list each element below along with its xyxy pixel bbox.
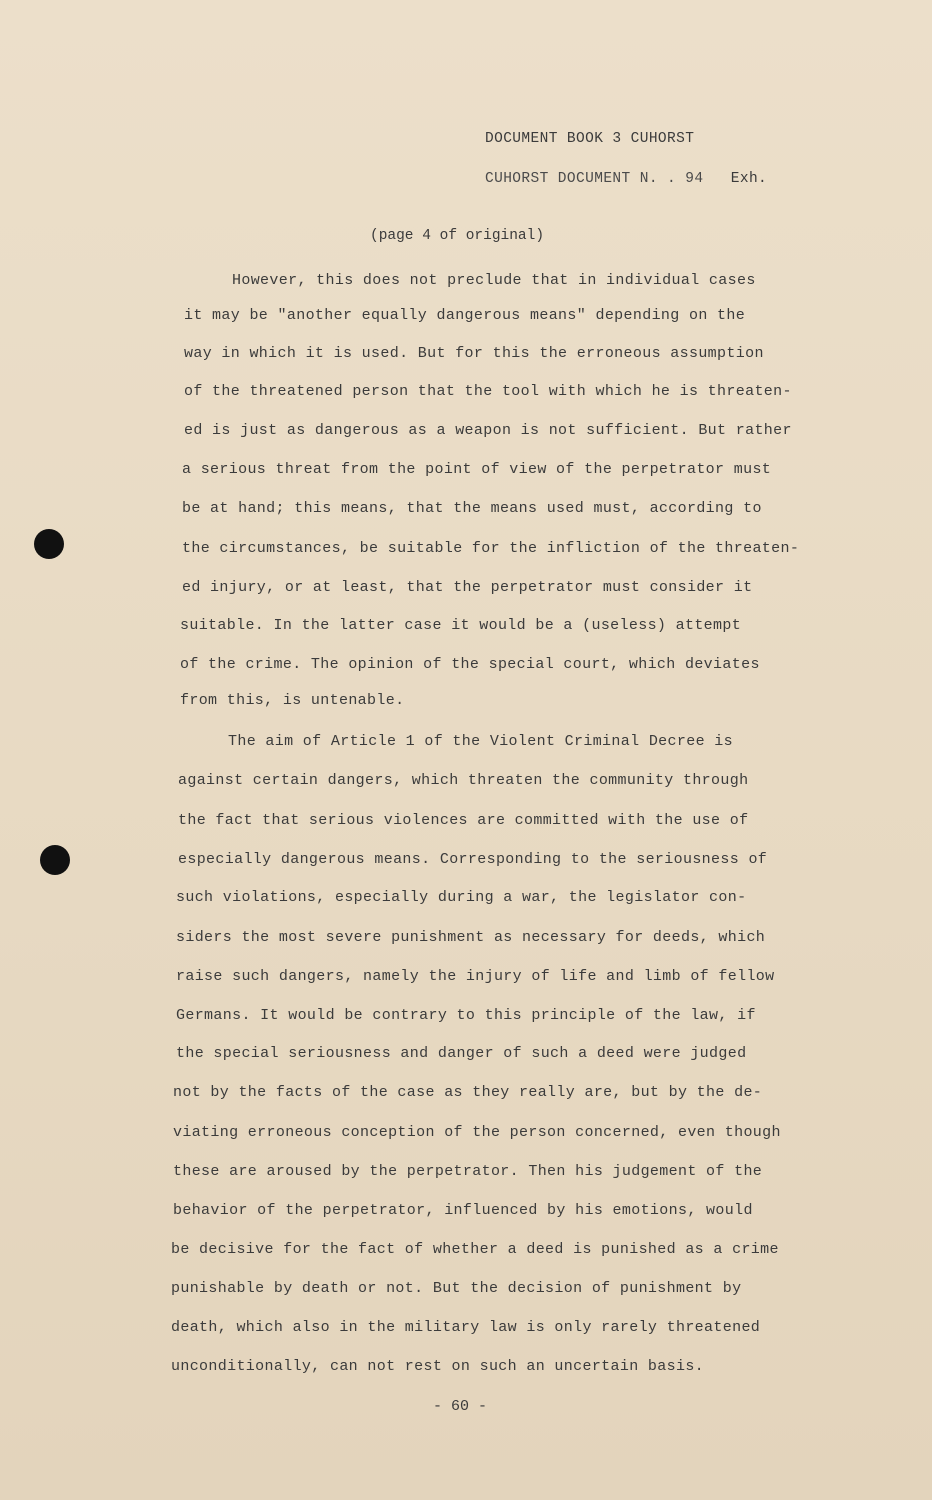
text-line: against certain dangers, which threaten the community through (178, 772, 749, 789)
document-number (485, 171, 767, 187)
text-line: of the crime. The opinion of the special court, which deviates (180, 656, 760, 673)
text-line: it may be "another equally dangerous means" depending on the (184, 307, 746, 324)
text-line: raise such dangers, namely the injury of life and limb of fellow (176, 968, 775, 985)
text-line: of the threatened person that the tool with which he is threaten- (184, 383, 792, 400)
text-line: ed injury, or at least, that the perpetrator must consider it (182, 579, 753, 596)
text-line: such violations, especially during a war, the legislator con- (176, 889, 747, 906)
text-line: way in which it is used. But for this the erroneous assumption (184, 345, 764, 362)
exhibit-label: Exh. (730, 171, 768, 187)
text-line: behavior of the perpetrator, influenced by his emotions, would (173, 1202, 753, 1219)
text-line: be at hand; this means, that the means used must, according to (182, 500, 762, 517)
document-book-title: DOCUMENT BOOK 3 CUHORST (485, 131, 695, 147)
text-line: suitable. In the latter case it would be a (useless) attempt (180, 617, 742, 634)
page-reference: (page 4 of original) (370, 228, 545, 244)
text-line: siders the most severe punishment as necessary for deeds, which (176, 929, 766, 946)
text-line: Germans. It would be contrary to this principle of the law, if (176, 1007, 756, 1024)
text-line: from this, is untenable. (180, 692, 405, 709)
text-line: viating erroneous conception of the person concerned, even though (173, 1124, 781, 1141)
text-line: these are aroused by the perpetrator. Then his judgement of the (173, 1163, 763, 1180)
text-line: unconditionally, can not rest on such an uncertain basis. (171, 1358, 705, 1375)
page-number: - 60 - (433, 1398, 488, 1415)
text-line: the special seriousness and danger of such a deed were judged (176, 1045, 747, 1062)
text-line: The aim of Article 1 of the Violent Criminal Decree is (228, 733, 733, 750)
text-line: the fact that serious violences are committed with the use of (178, 812, 749, 829)
text-line: ed is just as dangerous as a weapon is not sufficient. But rather (184, 422, 792, 439)
document-number-text: CUHORST DOCUMENT N. . 94 (485, 171, 704, 187)
text-line: death, which also in the military law is only rarely threatened (171, 1319, 761, 1336)
text-line: especially dangerous means. Corresponding to the seriousness of (178, 851, 768, 868)
text-line: the circumstances, be suitable for the infliction of the threaten- (182, 540, 800, 557)
text-line: not by the facts of the case as they really are, but by the de- (173, 1084, 763, 1101)
text-line: be decisive for the fact of whether a deed is punished as a crime (171, 1241, 779, 1258)
text-line: a serious threat from the point of view of the perpetrator must (182, 461, 772, 478)
text-line: punishable by death or not. But the decision of punishment by (171, 1280, 742, 1297)
punch-hole-lower (40, 845, 70, 875)
punch-hole-upper (34, 529, 64, 559)
text-line: However, this does not preclude that in individual cases (232, 272, 756, 289)
